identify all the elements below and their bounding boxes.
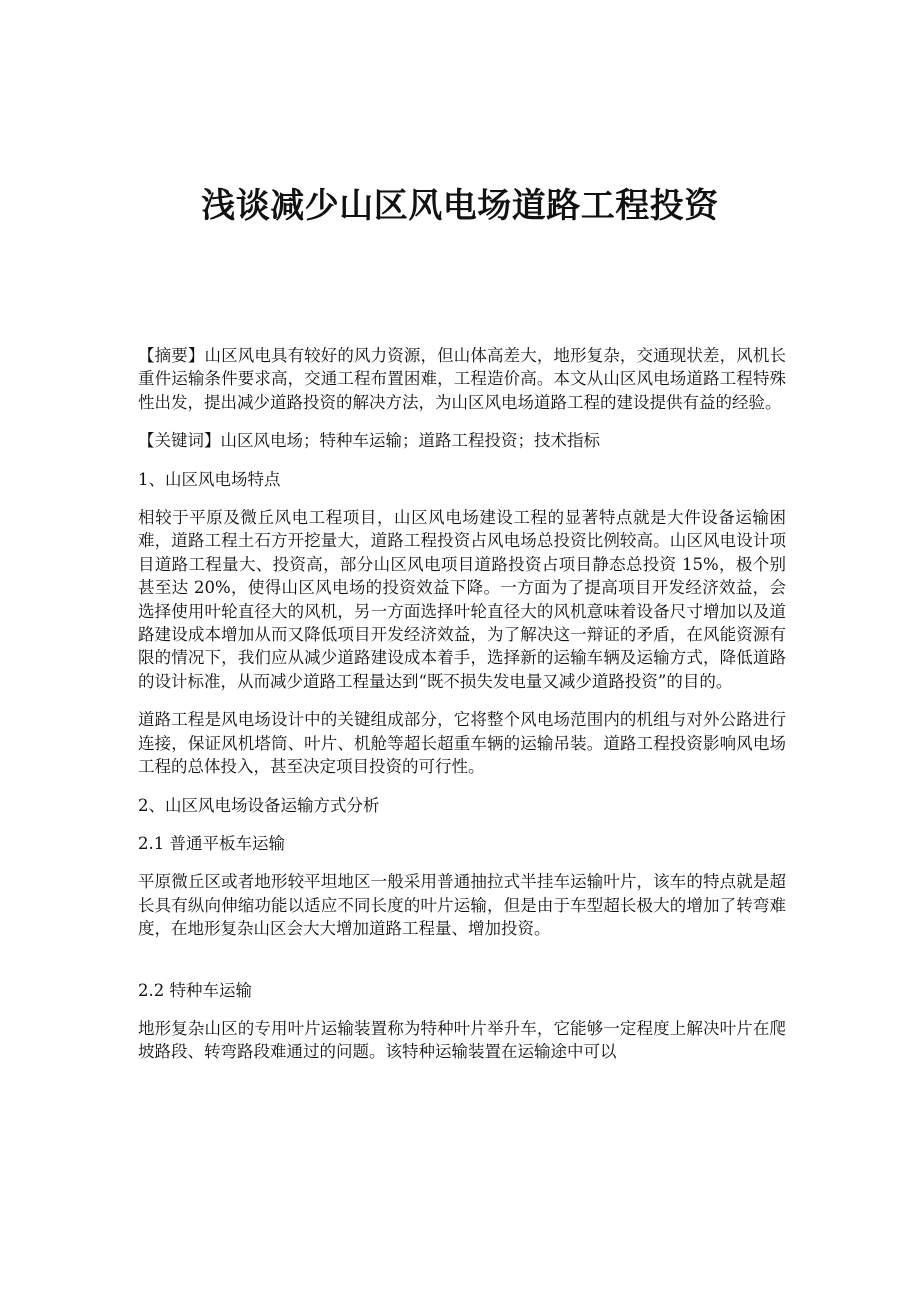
body-paragraph: 道路工程是风电场设计中的关键组成部分，它将整个风电场范围内的机组与对外公路进行连接，保证风机塔筒、叶片、机舱等超长超重车辆的运输吊装。道路工程投资影响风电场工程的总体投入，甚至决定项目投资的可行性。 — [138, 710, 786, 777]
document-body — [138, 344, 786, 1064]
subsection-heading-2-2: 2.2 特种车运输 — [138, 980, 252, 1000]
body-paragraph: 相较于平原及微丘风电工程项目，山区风电场建设工程的显著特点就是大件设备运输困难，道路工程土石方开挖量大，道路工程投资占风电场总投资比例较高。山区风电设计项目道路工程量大、投资高，部分山区风电项目道路投资占项目静态总投资 15%，极个别甚至达 20%，使得山区风电场的投资效益下降。一方面为了提高项目开发经济效益，会选择使用叶轮直径大的风机，另一方面选择叶轮直径大的风机意味着设备尺寸增加以及道路建设成本增加从而又降低项目开发经济效益，为了解决这一辩证的矛盾，在风能资源有限的情况下，我们应从减少道路建设成本着手，选择新的运输车辆及运输方式，降低道路的设计标准，从而减少道路工程量达到“既不损失发电量又减少道路投资”的目的。 — [138, 508, 786, 691]
abstract-paragraph: 【摘要】山区风电具有较好的风力资源，但山体高差大，地形复杂，交通现状差，风机长重件运输条件要求高，交通工程布置困难，工程造价高。本文从山区风电场道路工程特殊性出发，提出减少道路投资的解决方法，为山区风电场道路工程的建设提供有益的经验。 — [138, 346, 786, 412]
section-heading-2: 2、山区风电场设备运输方式分析 — [138, 795, 380, 815]
body-paragraph: 地形复杂山区的专用叶片运输装置称为特种叶片举升车，它能够一定程度上解决叶片在爬坡路段、转弯路段难通过的问题。该特种运输装置在运输途中可以 — [138, 1018, 786, 1062]
body-paragraph: 平原微丘区或者地形较平坦地区一般采用普通抽拉式半挂车运输叶片，该车的特点就是超长具有纵向伸缩功能以适应不同长度的叶片运输，但是由于车型超长极大的增加了转弯难度，在地形复杂山区会大大增加道路工程量、增加投资。 — [138, 872, 786, 939]
keywords-paragraph: 【关键词】山区风电场；特种车运输；道路工程投资；技术指标 — [138, 431, 600, 451]
document-title: 浅谈减少山区风电场道路工程投资 — [201, 186, 719, 226]
subsection-heading-2-1: 2.1 普通平板车运输 — [138, 833, 285, 853]
section-heading-1: 1、山区风电场特点 — [138, 469, 281, 489]
